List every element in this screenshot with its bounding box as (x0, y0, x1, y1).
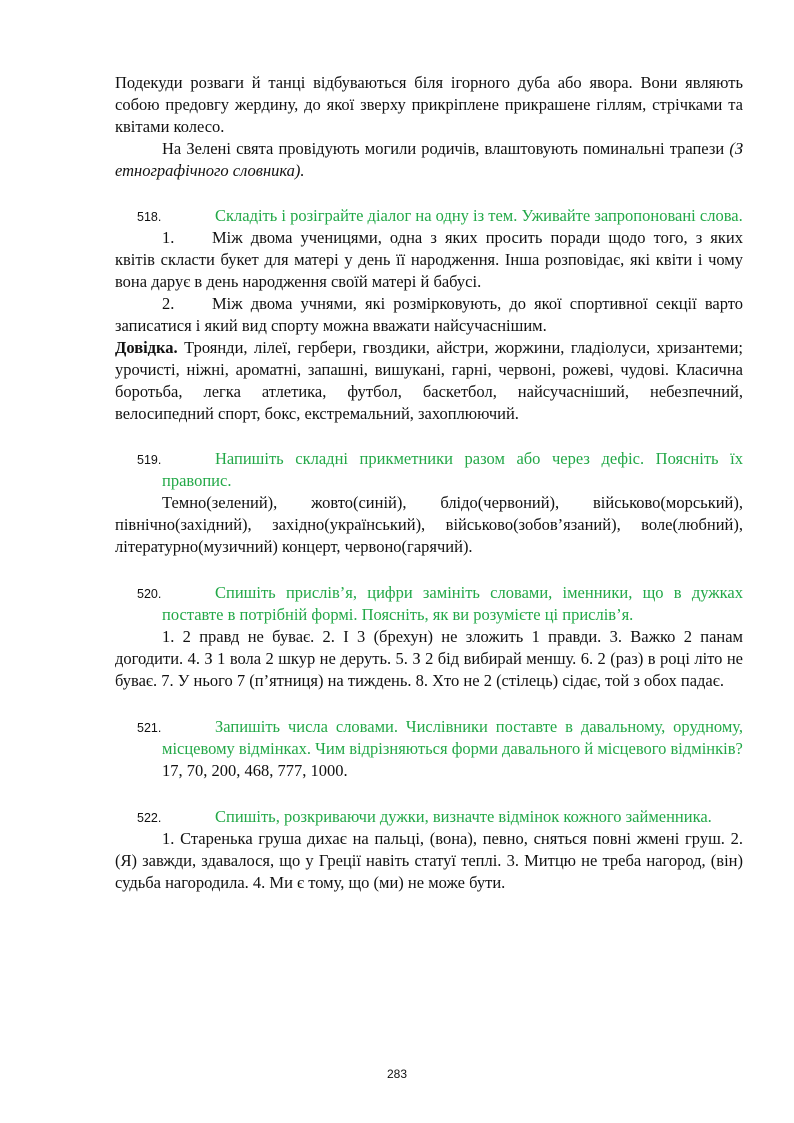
exercise-521 (115, 716, 743, 782)
item-number: 1. (162, 228, 175, 247)
exercise-number: 518. (137, 210, 162, 224)
hint-label: Довідка. (115, 338, 178, 357)
exercise-518-hint (115, 337, 743, 425)
item-text: Між двома ученицями, одна з яких просить поради щодо того, з яких квітів скласти букет для матері у день її народження. Інша розповідає, які квіти і чому вона дарує в день народження своїй матері й бабусі. (115, 228, 743, 291)
task-text: Складіть і розіграйте діалог на одну із тем. Уживайте запропоновані слова. (215, 206, 743, 225)
exercise-519-task (115, 448, 743, 492)
exercise-520-text: 1. 2 правд не буває. 2. І 3 (брехун) не зложить 1 правди. 3. Важко 2 панам догодити. 4. З 1 вола 2 шкур не деруть. 5. З 2 бід вибирай меншу. 6. 2 (раз) в році літо не буває. 7. У нього 7 (п’ятниця) на тиждень. 8. Хто не 2 (стілець) сідає, той з обох падає. (115, 627, 743, 690)
intro-paragraph-2 (115, 138, 743, 182)
task-text: Напишіть складні прикметники разом або через дефіс. Поясніть їх правопис. (162, 449, 743, 490)
task-text: Спишіть прислів’я, цифри замініть словами, іменники, що в дужках поставте в потрібній формі. Поясніть, як ви розумієте ці прислів’я. (162, 583, 743, 624)
exercise-number: 519. (137, 453, 162, 467)
exercise-521-numbers: 17, 70, 200, 468, 777, 1000. (162, 761, 348, 780)
exercise-521-task (115, 716, 743, 760)
intro-source: (З етнографічного словника). (115, 139, 743, 180)
exercise-520 (115, 582, 743, 692)
exercise-518 (115, 205, 743, 425)
item-number: 2. (162, 294, 175, 313)
item-text: Між двома учнями, які розмірковують, до якої спортивної секції варто записатися і який вид спорту можна вважати найсучаснішим. (115, 294, 743, 335)
exercise-518-item-2 (115, 293, 743, 337)
exercise-522 (115, 806, 743, 894)
exercise-519 (115, 448, 743, 558)
intro-paragraph-2-text: На Зелені свята провідують могили родичів, влаштовують поминальні трапези (162, 139, 730, 158)
task-text: Спишіть, розкриваючи дужки, визначте відмінок кожного займенника. (215, 807, 712, 826)
page-content (115, 72, 743, 894)
exercise-522-text: 1. Старенька груша дихає на пальці, (вона), певно, сняться повні жмені груш. 2. (Я) завжди, здавалося, що у Греції навіть статуї теплі. 3. Митцю не треба нагород, (він) судьба нагородила. 4. Ми є тому, що (ми) не може бути. (115, 829, 743, 892)
task-text: Запишіть числа словами. Числівники поставте в давальному, орудному, місцевому відмінках. Чим відрізняються форми давального й місцевого відмінків? (162, 717, 743, 758)
exercise-number: 521. (137, 721, 162, 735)
exercise-520-task (115, 582, 743, 626)
exercise-522-task (115, 806, 743, 828)
exercise-518-item-1 (115, 227, 743, 293)
exercise-519-text: Темно(зелений), жовто(синій), блідо(червоний), військово(морський), північно(західний), західно(український), військово(зобов’язаний), воле(любний), літературно(музичний) концерт, червоно(гарячий). (115, 493, 743, 556)
exercise-number: 520. (137, 587, 162, 601)
page-number: 283 (386, 1067, 408, 1081)
intro-paragraph-1: Подекуди розваги й танці відбуваються біля ігорного дуба або явора. Вони являють собою предовгу жердину, до якої зверху прикріплене прикрашене гіллям, стрічками та квітами колесо. (115, 73, 743, 136)
hint-text: Троянди, лілеї, гербери, гвоздики, айстри, жоржини, гладіолуси, хризантеми; урочисті, ніжні, ароматні, запашні, вишукані, гарні, червоні, рожеві, чудові. Класична боротьба, легка атлетика, футбол, баскетбол, найсучасніший, небезпечний, велосипедний спорт, бокс, екстремальний, захоплюючий. (115, 338, 743, 423)
exercise-518-task (115, 205, 743, 227)
exercise-number: 522. (137, 811, 162, 825)
